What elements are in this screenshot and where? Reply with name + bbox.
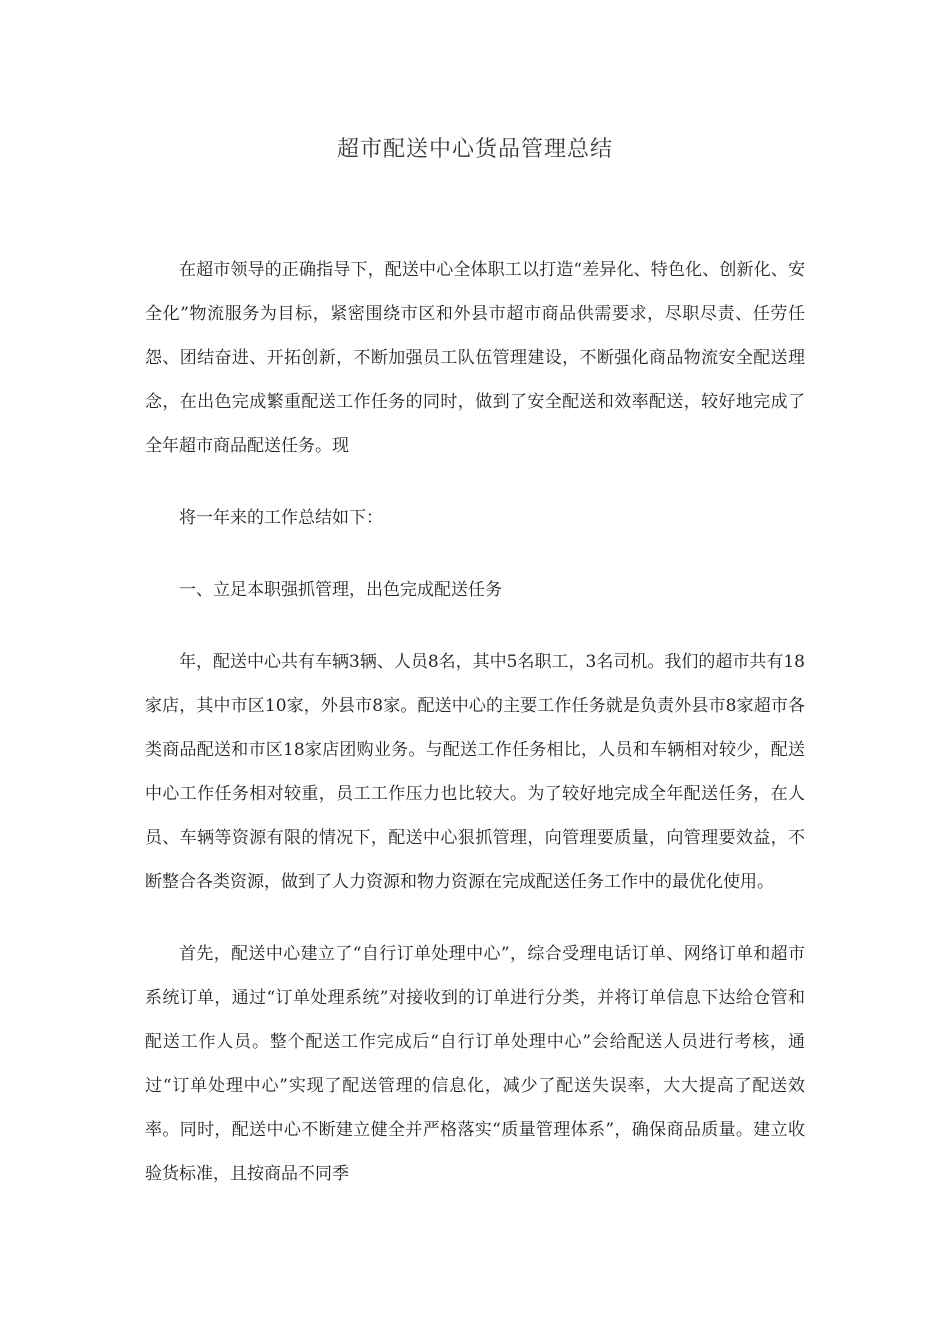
paragraph-order-center: 首先，配送中心建立了“自行订单处理中心”，综合受理电话订单、网络订单和超市系统订单，通过“订单处理系统”对接收到的订单进行分类，并将订单信息下达给仓管和配送工作人员。整个配送工作完成后“自行订单处理中心”会给配送人员进行考核，通过“订单处理中心”实现了配送管理的信息化，减少了配送失误率，大大提高了配送效率。同时，配送中心不断建立健全并严格落实“质量管理体系”，确保商品质量。建立收验货标准，且按商品不同季 [145,944,805,1184]
paragraph-summary-lead: 将一年来的工作总结如下： [179,508,383,528]
document-body [145,248,805,1196]
paragraph-resources: 年，配送中心共有车辆3辆、人员8名，其中5名职工，3名司机。我们的超市共有18家店，其中市区10家，外县市8家。配送中心的主要工作任务就是负责外县市8家超市各类商品配送和市区18家店团购业务。与配送工作任务相比，人员和车辆相对较少，配送中心工作任务相对较重，员工工作压力也比较大。为了较好地完成全年配送任务，在人员、车辆等资源有限的情况下，配送中心狠抓管理，向管理要质量，向管理要效益，不断整合各类资源，做到了人力资源和物力资源在完成配送任务工作中的最优化使用。 [145,652,805,892]
section-heading-1: 一、立足本职强抓管理，出色完成配送任务 [179,580,502,600]
paragraph-intro: 在超市领导的正确指导下，配送中心全体职工以打造“差异化、特色化、创新化、安全化”物流服务为目标，紧密围绕市区和外县市超市商品供需要求，尽职尽责、任劳任怨、团结奋进、开拓创新，不断加强员工队伍管理建设，不断强化商品物流安全配送理念，在出色完成繁重配送工作任务的同时，做到了安全配送和效率配送，较好地完成了全年超市商品配送任务。现 [145,260,805,456]
document-title: 超市配送中心货品管理总结 [336,137,613,162]
